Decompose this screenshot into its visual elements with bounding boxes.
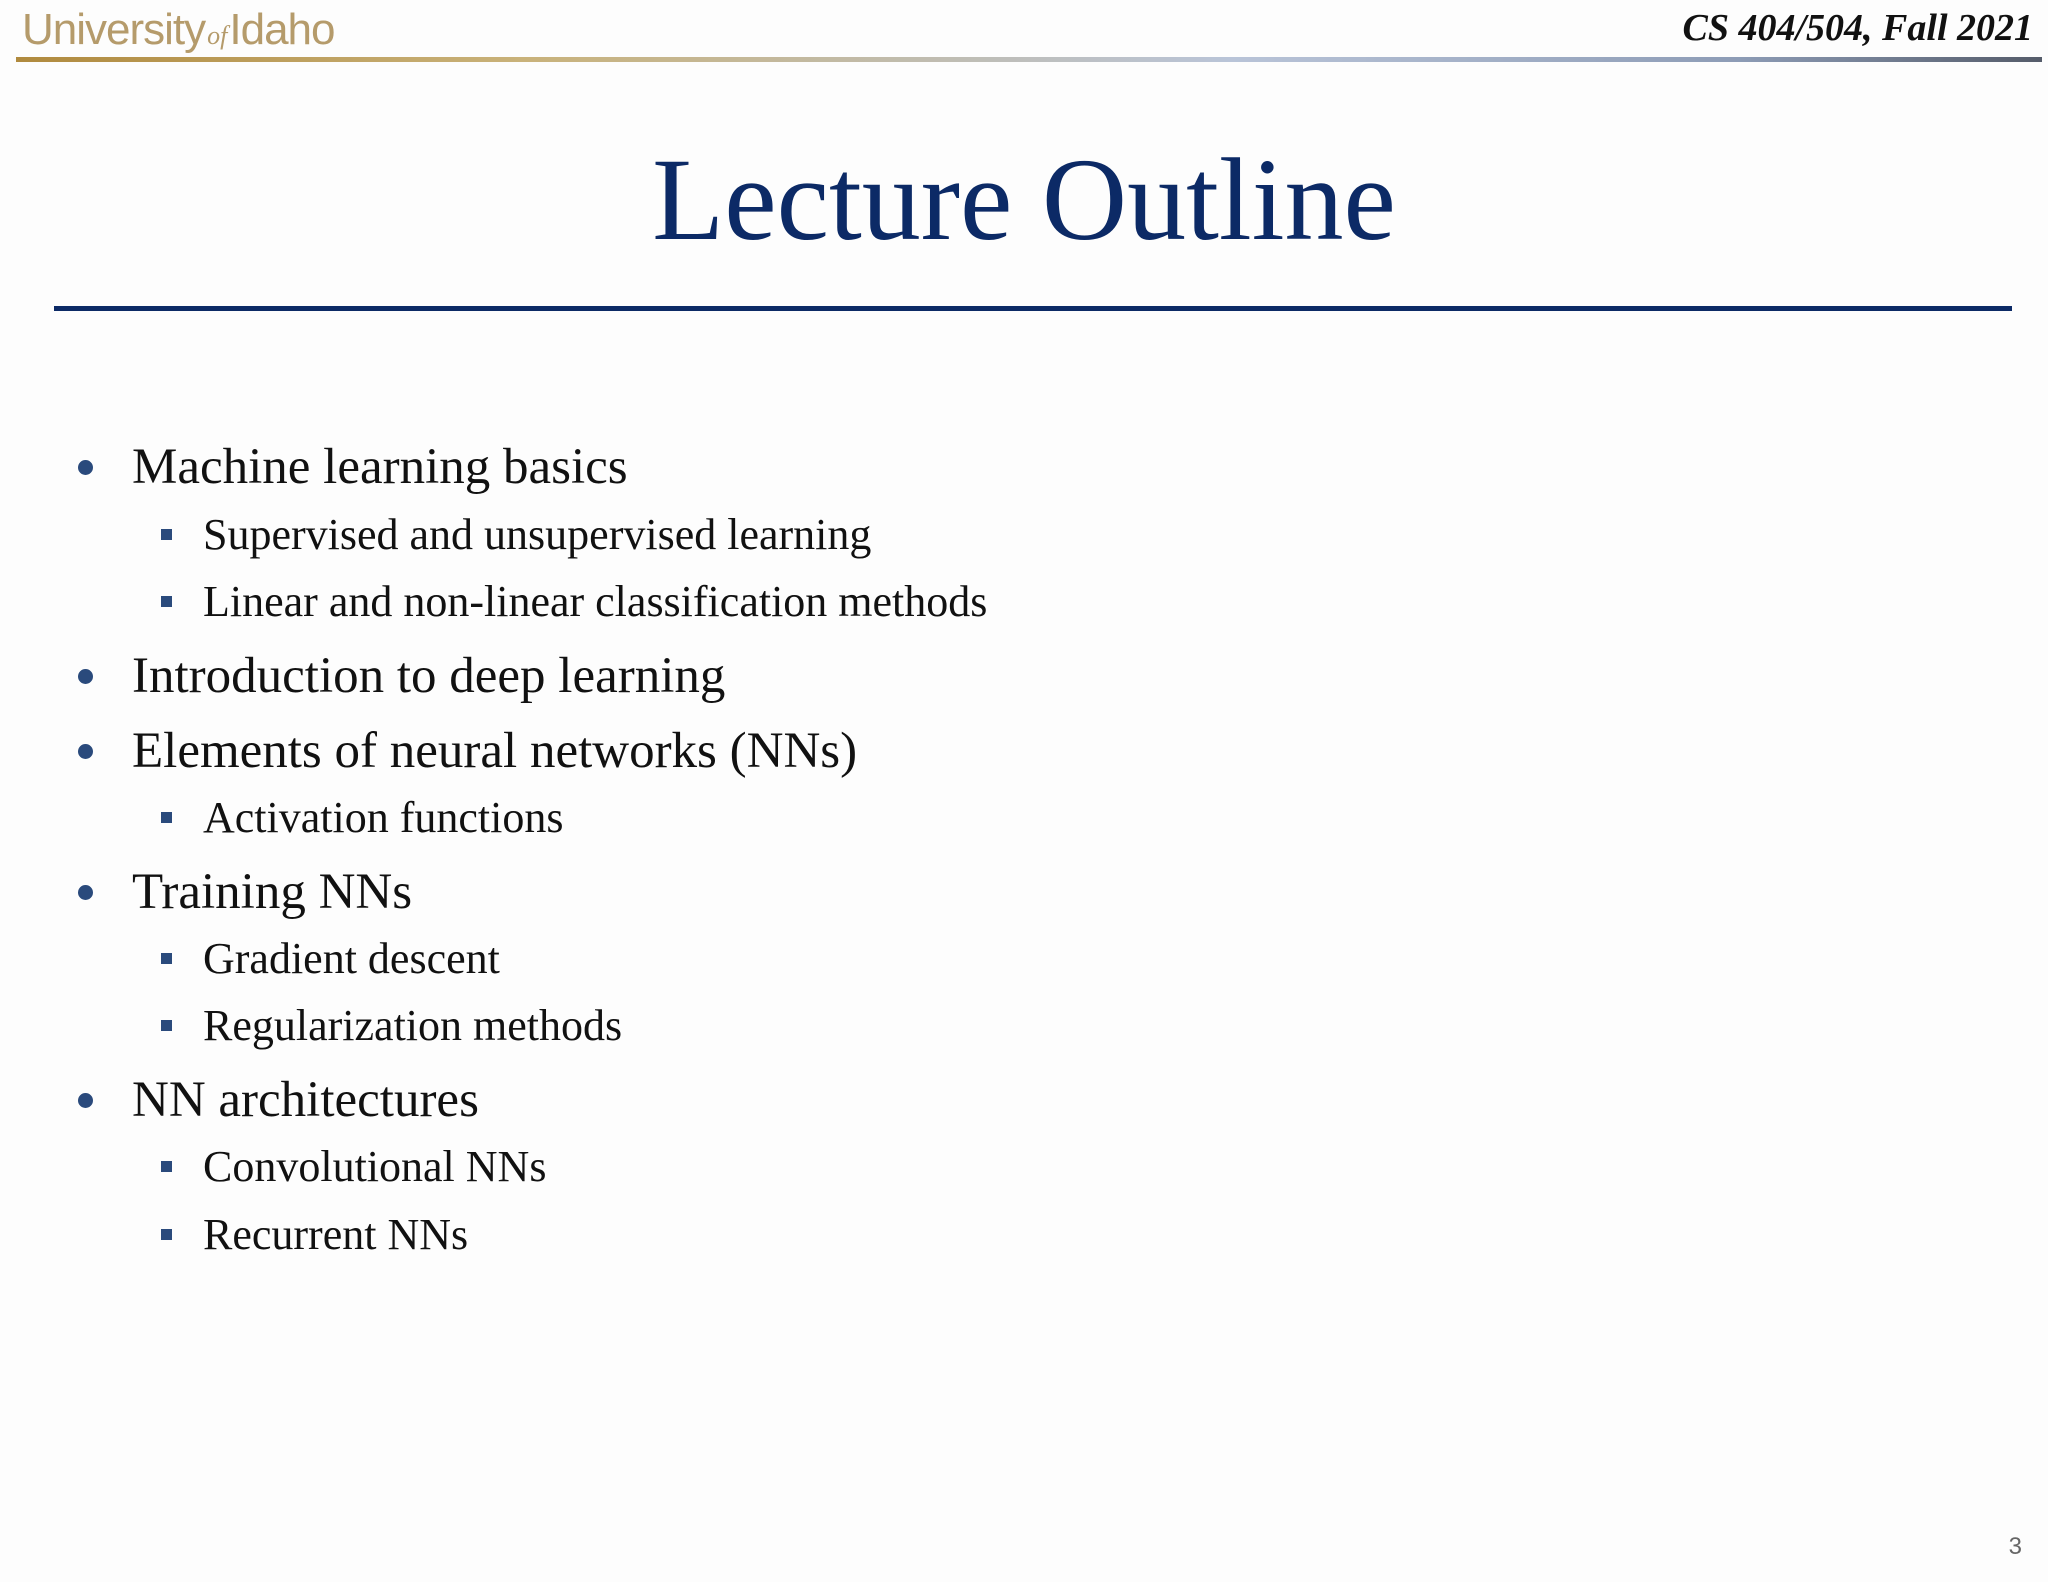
bullet-square-icon xyxy=(161,812,172,823)
outline-subitem-text: Supervised and unsupervised learning xyxy=(203,510,872,559)
outline-item xyxy=(132,862,412,922)
outline-subitem xyxy=(203,1000,622,1052)
bullet-dot-icon xyxy=(78,885,93,900)
slide-title: Lecture Outline xyxy=(652,134,1396,265)
bullet-dot-icon xyxy=(78,460,93,475)
bullet-square-icon xyxy=(161,1161,172,1172)
course-label: CS 404/504, Fall 2021 xyxy=(1682,7,2033,49)
outline-item xyxy=(132,437,628,497)
logo-text-university: University xyxy=(22,5,206,54)
outline-subitem xyxy=(203,576,987,628)
outline-subitem-text: Recurrent NNs xyxy=(203,1210,469,1259)
outline-subitem-text: Gradient descent xyxy=(203,934,500,983)
outline-subitem xyxy=(203,792,564,844)
outline-item xyxy=(132,1070,479,1130)
outline-item-text: Elements of neural networks (NNs) xyxy=(132,723,858,779)
outline-item-text: Training NNs xyxy=(132,864,413,920)
outline-subitem xyxy=(203,933,500,985)
bullet-dot-icon xyxy=(78,744,93,759)
outline-item-text: Introduction to deep learning xyxy=(132,648,726,704)
bullet-dot-icon xyxy=(78,1093,93,1108)
outline-item xyxy=(132,721,857,781)
logo-text-idaho: Idaho xyxy=(229,5,335,54)
outline-subitem xyxy=(203,1141,546,1193)
outline-item-text: NN architectures xyxy=(132,1072,479,1128)
outline-item xyxy=(132,646,725,706)
logo-text-of: of xyxy=(207,21,228,50)
bullet-dot-icon xyxy=(78,669,93,684)
outline-subitem-text: Linear and non-linear classification methods xyxy=(203,577,988,626)
outline-subitem xyxy=(203,1209,468,1261)
bullet-square-icon xyxy=(161,1020,172,1031)
outline-subitem-text: Regularization methods xyxy=(203,1001,623,1050)
outline-subitem xyxy=(203,509,871,561)
outline-item-text: Machine learning basics xyxy=(132,439,628,495)
header-divider xyxy=(16,57,2042,62)
page-number: 3 xyxy=(2008,1533,2022,1560)
bullet-square-icon xyxy=(161,596,172,607)
outline-subitem-text: Activation functions xyxy=(203,793,564,842)
bullet-square-icon xyxy=(161,1229,172,1240)
outline-subitem-text: Convolutional NNs xyxy=(203,1142,547,1191)
bullet-square-icon xyxy=(161,953,172,964)
title-divider xyxy=(54,306,2012,311)
university-logo xyxy=(22,4,335,62)
bullet-square-icon xyxy=(161,529,172,540)
